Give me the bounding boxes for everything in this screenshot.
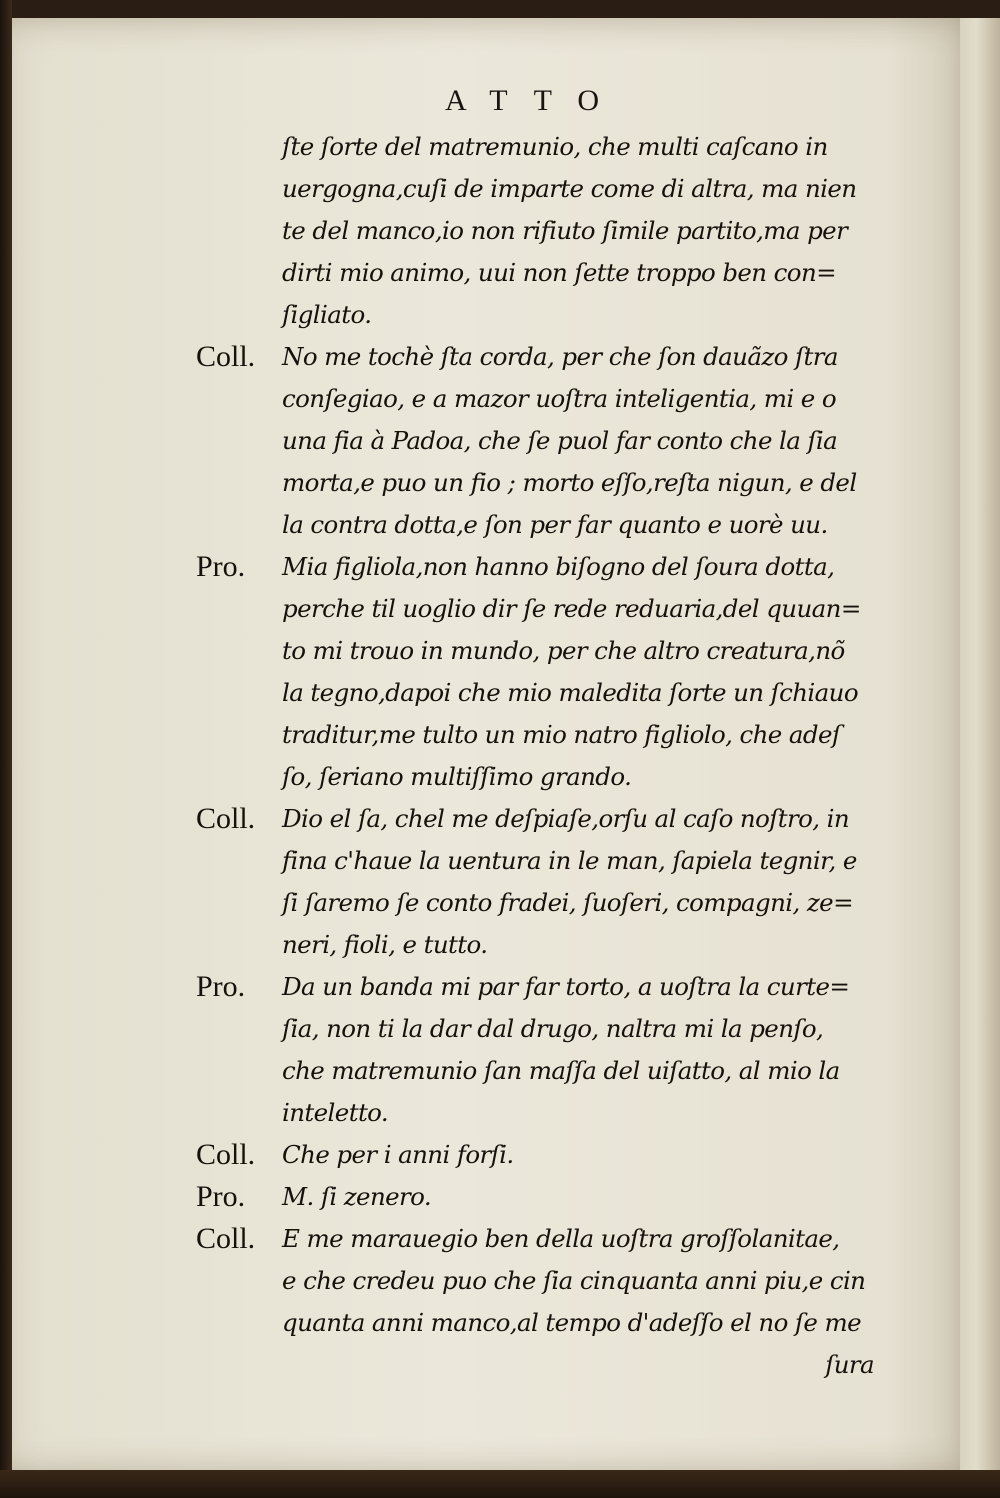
text-line: conſegiao, e a mazor uoſtra inteligentia, mi e o: [282, 384, 837, 413]
text-line: Che per i anni forſi.: [282, 1140, 514, 1169]
text-line: fina c'haue la uentura in le man, ſapiela tegnir, e: [282, 846, 857, 875]
bottom-binding: [0, 1470, 1000, 1498]
text-line: inteletto.: [282, 1098, 389, 1127]
speaker-label: Coll.: [196, 340, 256, 373]
text-line: uergogna,cuſi de imparte come di altra, ma nien: [282, 174, 857, 203]
text-line: la tegno,dapoi che mio maledita ſorte un ſchiauo: [282, 678, 858, 707]
speech-block: [196, 1134, 896, 1176]
text-line: perche til uoglio dir ſe rede reduaria,del quuan=: [282, 594, 861, 623]
text-line: la contra dotta,e ſon per far quanto e uorè uu.: [282, 510, 828, 539]
text-line: Dio el ſa, chel me deſpiaſe,orſu al caſo noſtro, in: [282, 804, 850, 833]
speaker-label: Coll.: [196, 1222, 256, 1255]
speaker-label: Pro.: [196, 970, 246, 1003]
text-line: neri, fioli, e tutto.: [282, 930, 488, 959]
text-line: M. ſi zenero.: [282, 1182, 432, 1211]
text-line: ſigliato.: [282, 300, 372, 329]
speech-block: [196, 1176, 896, 1218]
text-line: Da un banda mi par far torto, a uoſtra la curte=: [282, 972, 850, 1001]
text-line: to mi trouo in mundo, per che altro creatura,nõ: [282, 636, 845, 665]
speaker-label: Pro.: [196, 1180, 246, 1213]
text-line: morta,e puo un fio ; morto eſſo,reſta nigun, e del: [282, 468, 857, 497]
dialogue-text: [196, 126, 896, 1386]
text-line: ſi ſaremo ſe conto fradei, ſuoſeri, compagni, ze=: [282, 888, 854, 917]
catchword: ſura: [825, 1350, 874, 1379]
speech-block: [196, 126, 896, 336]
text-line: una fia à Padoa, che ſe puol far conto che la ſia: [282, 426, 838, 455]
text-line: Mia figliola,non hanno biſogno del ſoura dotta,: [282, 552, 835, 581]
text-line: dirti mio animo, uui non ſette troppo ben con=: [282, 258, 837, 287]
text-line: te del manco,io non rifiuto ſimile partito,ma per: [282, 216, 848, 245]
speaker-label: Coll.: [196, 1138, 256, 1171]
text-line: E me marauegio ben della uoſtra groſſolanitae,: [282, 1224, 840, 1253]
text-line: traditur,me tulto un mio natro figliolo, che adeſ: [282, 720, 841, 749]
speaker-label: Coll.: [196, 802, 256, 835]
text-line: e che credeu puo che ſia cinquanta anni piu,e cin: [282, 1266, 866, 1295]
binding-edge: [0, 0, 12, 1498]
speaker-label: Pro.: [196, 550, 246, 583]
speech-block: [196, 798, 896, 966]
running-title: ATTO: [444, 84, 626, 117]
text-line: ſia, non ti la dar dal drugo, naltra mi la penſo,: [282, 1014, 824, 1043]
text-line: ſte ſorte del matremunio, che multi caſcano in: [282, 132, 828, 161]
speech-block: [196, 966, 896, 1134]
text-line: che matremunio ſan maſſa del uiſatto, al mio la: [282, 1056, 840, 1085]
speech-block: [196, 336, 896, 546]
text-line: ſo, ſeriano multiſſimo grando.: [282, 762, 632, 791]
text-line: No me tochè ſta corda, per che ſon dauãzo ſtra: [282, 342, 838, 371]
text-line: quanta anni manco,al tempo d'adeſſo el no ſe me: [282, 1308, 861, 1337]
speech-block: [196, 1218, 896, 1344]
speech-block: [196, 546, 896, 798]
page-edge-right: [960, 18, 1000, 1473]
